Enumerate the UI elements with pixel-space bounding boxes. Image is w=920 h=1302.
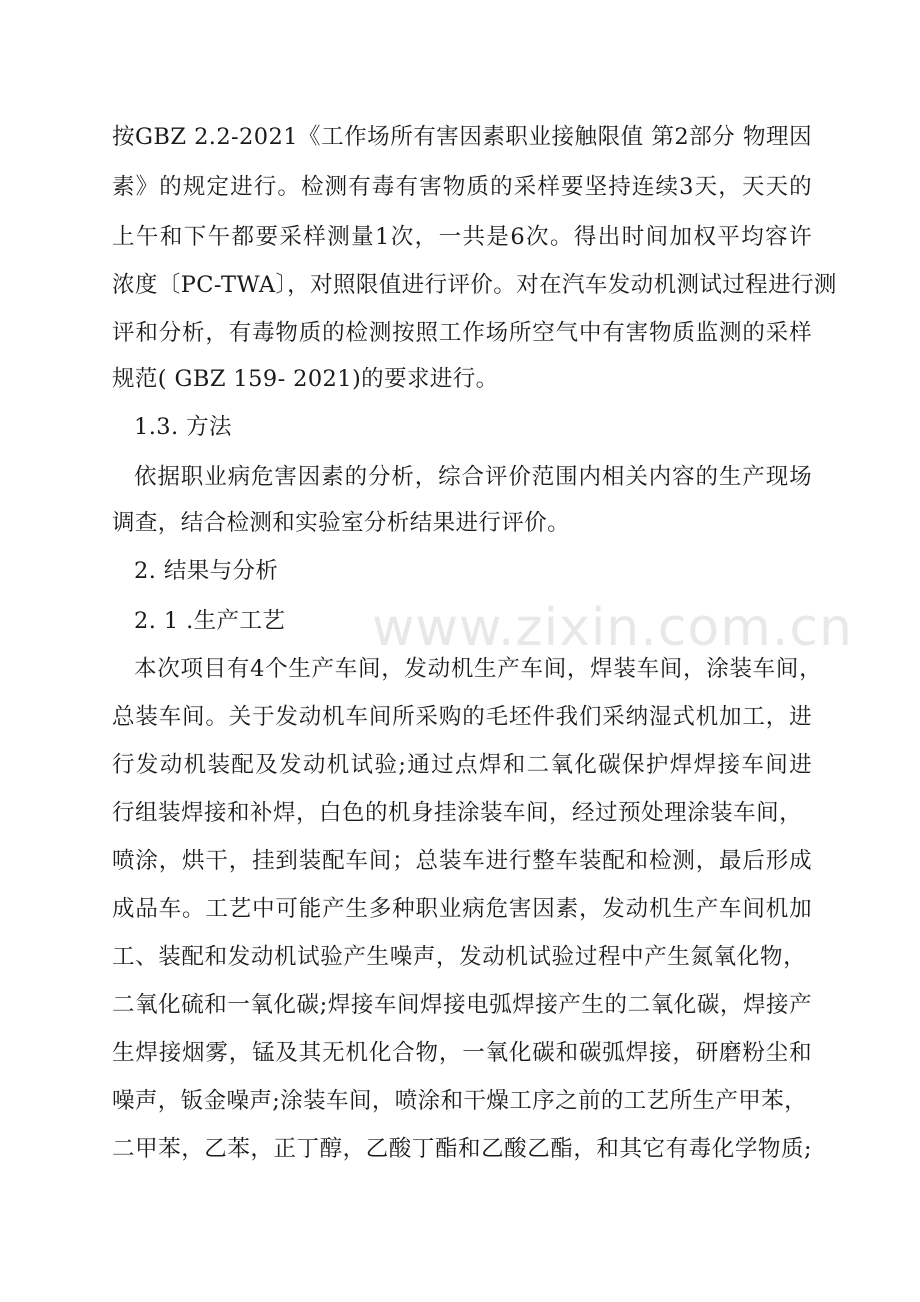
paragraph-line: 生焊接烟雾，锰及其无机化合物，一氧化碳和碳弧焊接，研磨粉尘和 — [112, 1040, 812, 1066]
paragraph-line: 调查，结合检测和实验室分析结果进行评价。 — [112, 510, 571, 536]
paragraph-line: 喷涂，烘干，挂到装配车间；总装车进行整车装配和检测，最后形成 — [112, 848, 812, 874]
paragraph-line: 二氧化硫和一氧化碳;焊接车间焊接电弧焊接产生的二氧化碳，焊接产 — [112, 992, 812, 1018]
paragraph-line: 总装车间。关于发动机车间所采购的毛坯件我们采纳湿式机加工，进 — [112, 704, 812, 730]
section-heading: 2. 1 .生产工艺 — [134, 608, 286, 634]
paragraph-line: 上午和下午都要采样测量1次，一共是6次。得出时间加权平均容许 — [112, 224, 812, 250]
paragraph-line: 依据职业病危害因素的分析，综合评价范围内相关内容的生产现场 — [134, 464, 812, 490]
paragraph-line: 规范( GBZ 159- 2021)的要求进行。 — [112, 366, 499, 392]
paragraph-line: 按GBZ 2.2-2021《工作场所有害因素职业接触限值 第2部分 物理因 — [112, 124, 812, 150]
paragraph-line: 行组装焊接和补焊，白色的机身挂涂装车间，经过预处理涂装车间， — [112, 800, 802, 826]
paragraph-line: 成品车。工艺中可能产生多种职业病危害因素，发动机生产车间机加 — [112, 896, 812, 922]
paragraph-line: 噪声，钣金噪声;涂装车间，喷涂和干燥工序之前的工艺所生产甲苯， — [112, 1088, 807, 1114]
section-heading: 1.3. 方法 — [134, 414, 232, 440]
section-heading: 2. 结果与分析 — [134, 558, 279, 584]
paragraph-line: 浓度〔PC-TWA〕，对照限值进行评价。对在汽车发动机测试过程进行测 — [112, 272, 837, 298]
paragraph-line: 工、装配和发动机试验产生噪声，发动机试验过程中产生氮氧化物， — [112, 944, 806, 970]
watermark: www.zixin.com.cn — [372, 598, 853, 658]
paragraph-line: 行发动机装配及发动机试验;通过点焊和二氧化碳保护焊焊接车间进 — [112, 752, 812, 778]
paragraph-line: 二甲苯，乙苯，正丁醇，乙酸丁酯和乙酸乙酯，和其它有毒化学物质; — [112, 1136, 812, 1162]
paragraph-line: 本次项目有4个生产车间，发动机生产车间，焊装车间，涂装车间， — [134, 656, 822, 682]
paragraph-line: 素》的规定进行。检测有毒有害物质的采样要坚持连续3天，天天的 — [112, 174, 812, 200]
paragraph-line: 评和分析，有毒物质的检测按照工作场所空气中有害物质监测的采样 — [112, 320, 812, 346]
